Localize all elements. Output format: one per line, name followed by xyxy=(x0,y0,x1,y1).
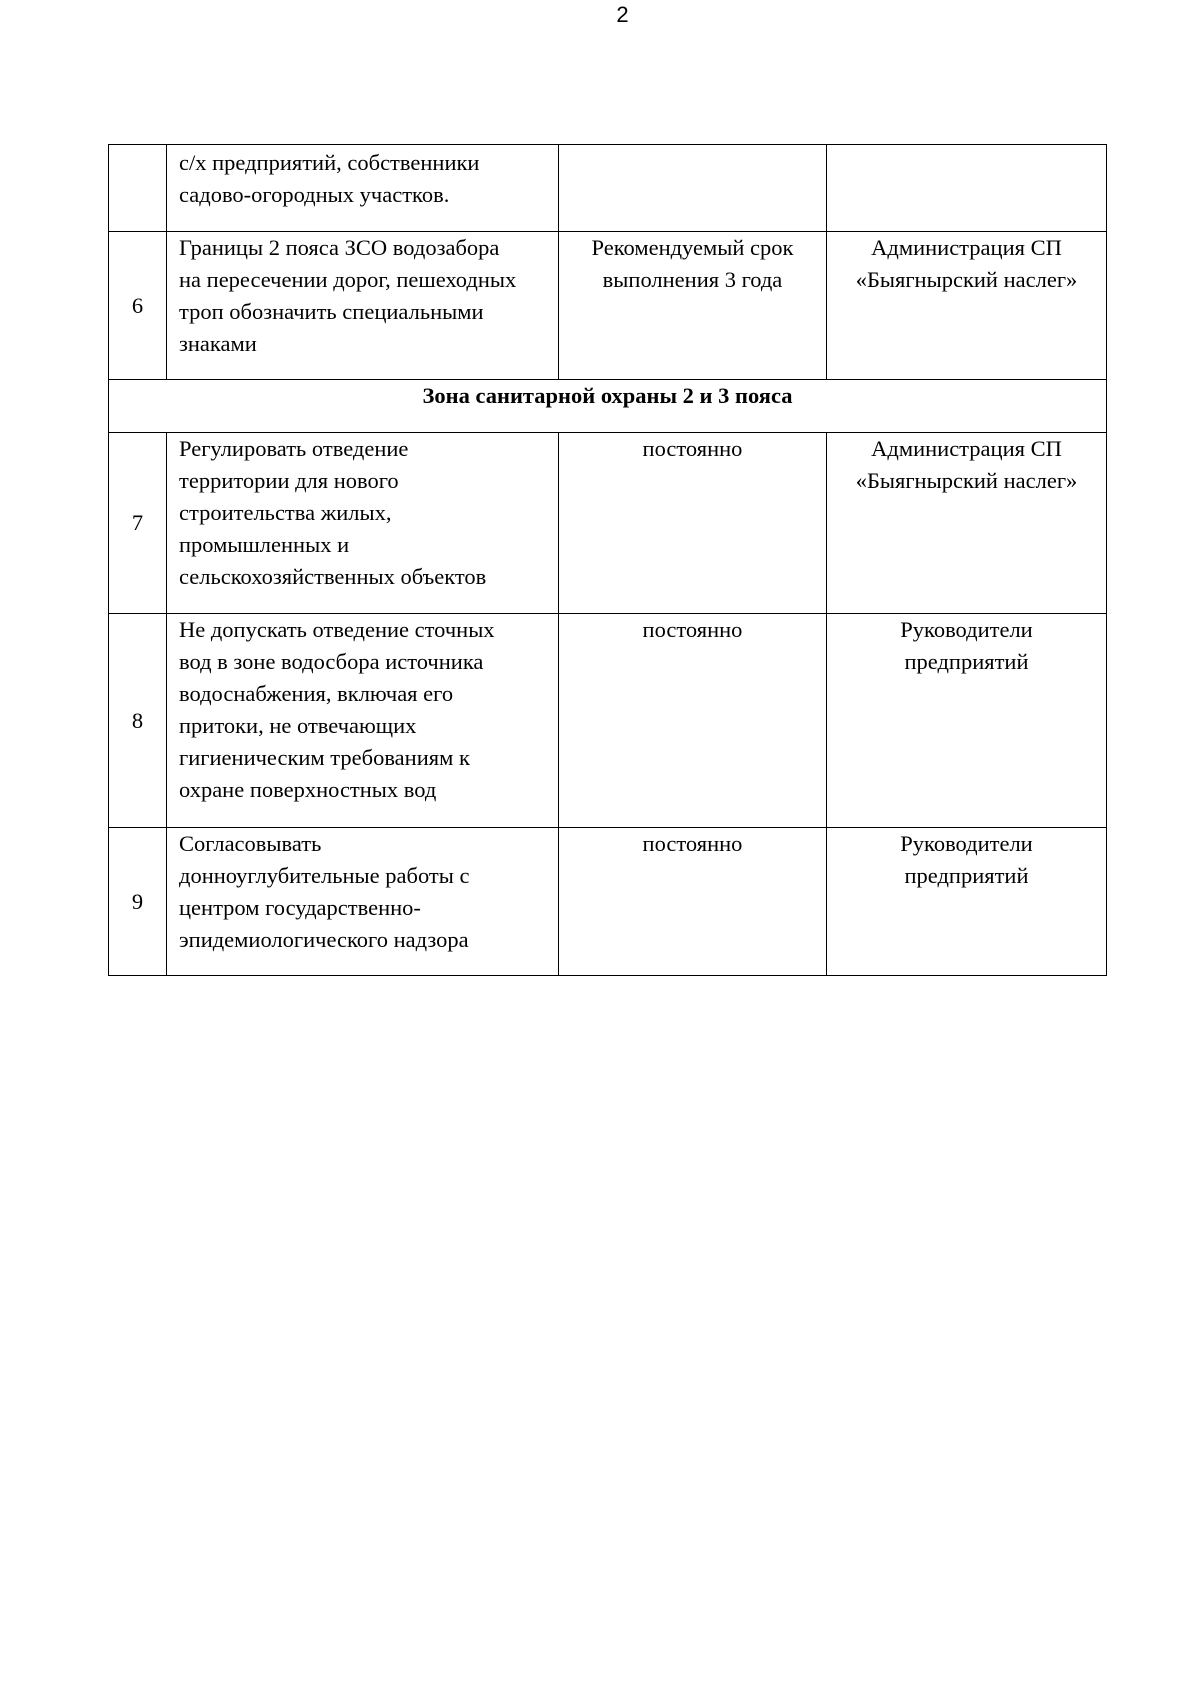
measure-line: вод в зоне водосбора источника xyxy=(179,649,484,674)
row-number-cell: 7 xyxy=(109,433,167,614)
measure-line: центром государственно- xyxy=(179,895,421,920)
table-row xyxy=(109,145,1107,232)
row-number-cell: 6 xyxy=(109,232,167,380)
responsible-cell xyxy=(827,828,1107,976)
measure-line: Границы 2 пояса ЗСО водозабора xyxy=(179,235,500,260)
term-line: выполнения 3 года xyxy=(602,267,783,292)
section-header-row xyxy=(109,380,1107,433)
row-number-cell: 8 xyxy=(109,614,167,828)
term-line: постоянно xyxy=(642,617,743,642)
responsible-line: предприятий xyxy=(904,863,1029,888)
measure-line: водоснабжения, включая его xyxy=(179,681,454,706)
responsible-line: Руководители xyxy=(900,617,1033,642)
measure-line: садово-огородных участков. xyxy=(179,182,450,207)
responsible-line: Администрация СП xyxy=(871,436,1062,461)
term-cell xyxy=(559,232,827,380)
responsible-cell xyxy=(827,145,1107,232)
measure-line: охране поверхностных вод xyxy=(179,777,437,802)
measure-line: знаками xyxy=(179,331,257,356)
responsible-cell xyxy=(827,433,1107,614)
term-cell xyxy=(559,828,827,976)
measure-line: донноуглубительные работы с xyxy=(179,863,470,888)
measure-cell xyxy=(167,232,559,380)
measure-cell xyxy=(167,614,559,828)
measure-line: троп обозначить специальными xyxy=(179,299,484,324)
responsible-line: предприятий xyxy=(904,649,1029,674)
responsible-line: Администрация СП xyxy=(871,235,1062,260)
responsible-line: Руководители xyxy=(900,831,1033,856)
section-header: Зона санитарной охраны 2 и 3 пояса xyxy=(109,380,1107,433)
measure-line: сельскохозяйственных объектов xyxy=(179,564,487,589)
row-number-cell: 9 xyxy=(109,828,167,976)
measure-line: гигиеническим требованиям к xyxy=(179,745,470,770)
measure-line: притоки, не отвечающих xyxy=(179,713,417,738)
responsible-line: «Быягнырский наслег» xyxy=(855,267,1078,292)
measure-line: Не допускать отведение сточных xyxy=(179,617,495,642)
table-row xyxy=(109,232,1107,380)
term-line: Рекомендуемый срок xyxy=(591,235,794,260)
measure-cell xyxy=(167,433,559,614)
measure-line: территории для нового xyxy=(179,468,399,493)
measure-line: на пересечении дорог, пешеходных xyxy=(179,267,517,292)
table-row xyxy=(109,614,1107,828)
table-row xyxy=(109,828,1107,976)
measure-line: Согласовывать xyxy=(179,831,322,856)
measure-line: эпидемиологического надзора xyxy=(179,927,469,952)
measures-table xyxy=(108,144,1107,976)
term-cell xyxy=(559,433,827,614)
responsible-cell xyxy=(827,614,1107,828)
term-cell xyxy=(559,614,827,828)
term-cell xyxy=(559,145,827,232)
measure-line: с/х предприятий, собственники xyxy=(179,150,480,175)
responsible-line: «Быягнырский наслег» xyxy=(855,468,1078,493)
measure-line: строительства жилых, xyxy=(179,500,392,525)
term-line: постоянно xyxy=(642,831,743,856)
measure-line: Регулировать отведение xyxy=(179,436,409,461)
responsible-cell xyxy=(827,232,1107,380)
term-line: постоянно xyxy=(642,436,743,461)
measure-line: промышленных и xyxy=(179,532,350,557)
row-number-cell xyxy=(109,145,167,232)
measure-cell xyxy=(167,145,559,232)
table-row xyxy=(109,433,1107,614)
page-number: 2 xyxy=(616,2,629,27)
measure-cell xyxy=(167,828,559,976)
